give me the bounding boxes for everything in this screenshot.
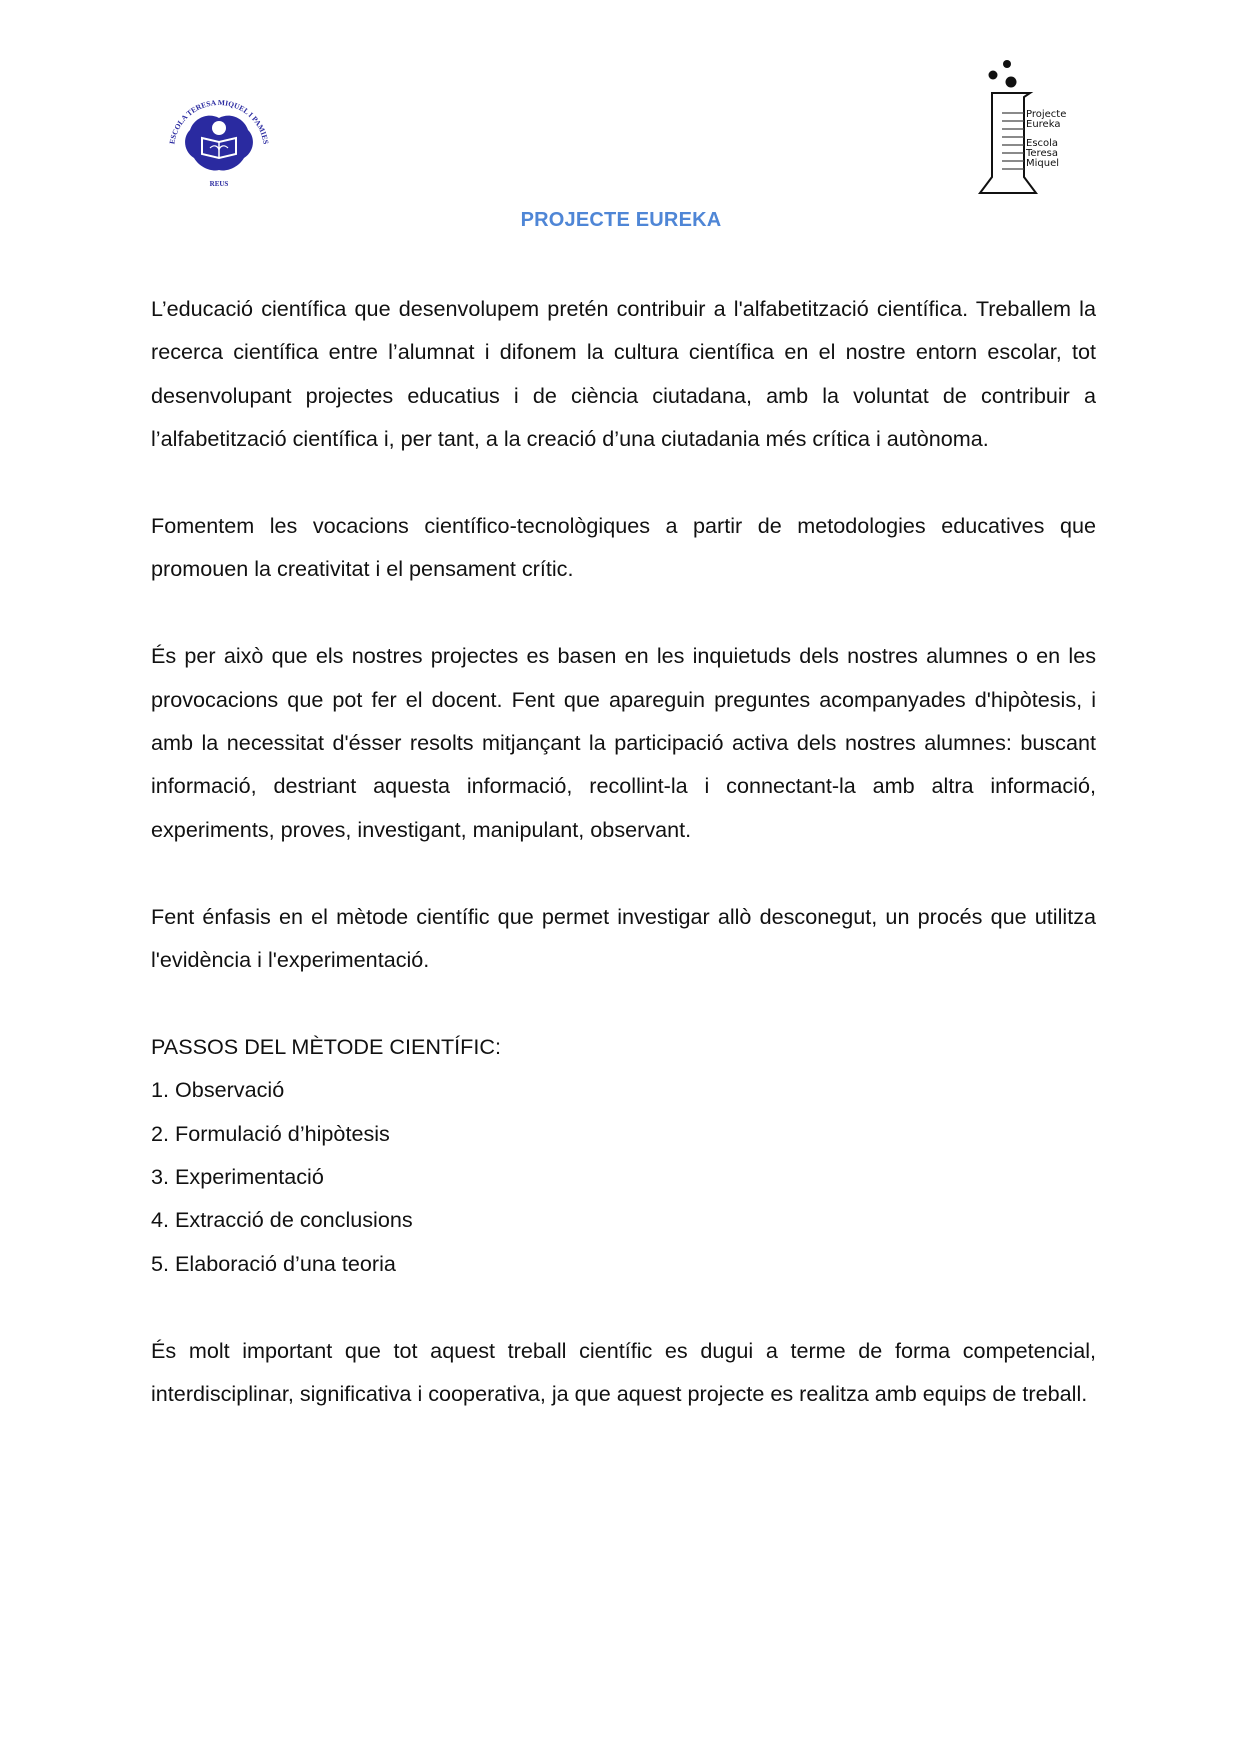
step-item: 5. Elaboració d’una teoria: [151, 1250, 396, 1276]
steps-list: [151, 1068, 1096, 1285]
document-body: [151, 287, 1096, 1415]
projecte-eureka-logo: [968, 55, 1083, 197]
paragraph-projects: És per això que els nostres projectes es basen en les inquietuds dels nostres alumnes o en les provocacions que pot fer el docent. Fent que apareguin preguntes acompanyades d'hipòtesis, i amb la necessitat d'ésser resolts mitjançant la participació activa dels nostres alumnes: buscant informació, destriant aquesta informació, recollint-la i connectant-la amb altra informació, experiments, proves, investigant, manipulant, observant.: [151, 643, 1096, 842]
crest-city-text: REUS: [209, 180, 229, 188]
logo-line-5: Miquel: [1026, 158, 1060, 169]
crest-arc-text: ESCOLA TERESA MIQUEL I PAMIES: [167, 97, 271, 145]
step-item: 3. Experimentació: [151, 1164, 324, 1190]
step-item: 2. Formulació d’hipòtesis: [151, 1120, 390, 1146]
school-crest-logo: [160, 88, 278, 190]
logo-line-2: Eureka: [1026, 119, 1061, 130]
paragraph-intro: L’educació científica que desenvolupem pretén contribuir a l'alfabetització científica. Treballem la recerca científica entre l’alumnat i difonem la cultura científica en el nostre entorn escolar, tot desenvolupant projectes educatius i de ciència ciutadana, amb la voluntat de contribuir a l’alfabetització científica i, per tant, a la creació d’una ciutadania més crítica i autònoma.: [151, 296, 1096, 452]
paragraph-closing: És molt important que tot aquest treball científic es dugui a terme de forma competencial, interdisciplinar, significativa i cooperativa, ja que aquest projecte es realitza amb equips de treball.: [151, 1337, 1096, 1407]
step-item: 4. Extracció de conclusions: [151, 1207, 413, 1233]
logo-line-4: Teresa: [1026, 148, 1058, 159]
step-item: 1. Observació: [151, 1077, 285, 1103]
paragraph-method: Fent énfasis en el mètode científic que permet investigar allò desconegut, un procés que utilitza l'evidència i l'experimentació.: [151, 903, 1096, 973]
logo-line-1: Projecte: [1026, 109, 1067, 120]
steps-heading: PASSOS DEL MÈTODE CIENTÍFIC:: [151, 1033, 501, 1059]
logo-line-3: Escola: [1026, 138, 1059, 149]
document-title: PROJECTE EUREKA: [520, 209, 722, 231]
paragraph-vocations: Fomentem les vocacions científico-tecnològiques a partir de metodologies educatives que promouen la creativitat i el pensament crític.: [151, 513, 1096, 582]
